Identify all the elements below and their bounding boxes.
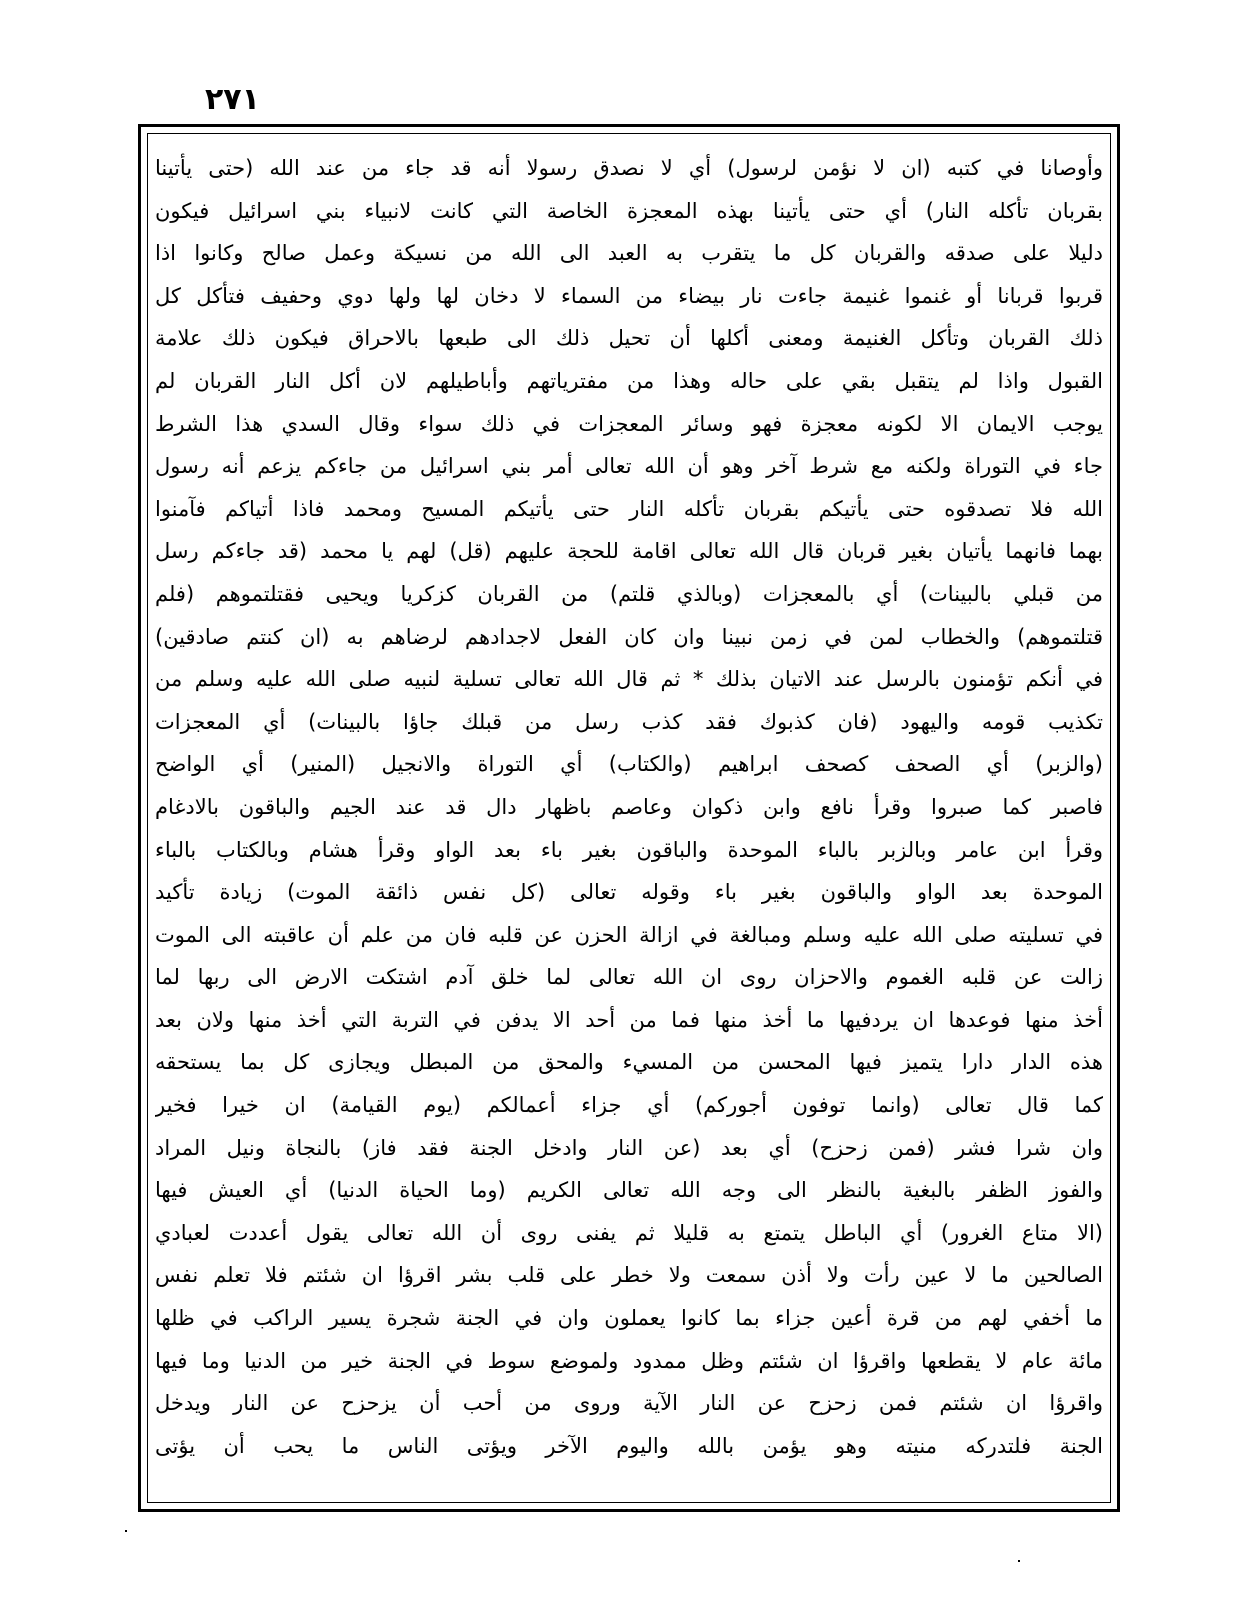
text-line: الجنة فلتدركه منيته وهو يؤمن بالله واليوم الآخر ويؤتى الناس ما يحب أن يؤتى <box>155 1433 1103 1458</box>
text-line: الله فلا تصدقوه حتى يأتيكم بقربان تأكله النار حتى يأتيكم المسيح ومحمد فاذا أتياكم فآمنوا <box>155 496 1103 521</box>
text-line: ما أخفي لهم من قرة أعين جزاء بما كانوا يعملون وان في الجنة شجرة يسير الراكب في ظلها <box>155 1306 1103 1331</box>
text-line: فاصبر كما صبروا وقرأ نافع وابن ذكوان وعاصم باظهار دال قد عند الجيم والباقون بالادغام <box>155 794 1103 819</box>
text-line: جاء في التوراة ولكنه مع شرط آخر وهو أن الله تعالى أمر بني اسرائيل من جاءكم يزعم أنه رسول <box>155 454 1103 479</box>
scan-speck <box>125 1530 127 1532</box>
text-line: يوجب الايمان الا لكونه معجزة فهو وسائر المعجزات في ذلك سواء وقال السدي هذا الشرط <box>155 411 1103 436</box>
text-line: من قبلي بالبينات) أي بالمعجزات (وبالذي قلتم) من القربان كزكريا ويحيى فقتلتموهم (فلم <box>155 581 1103 606</box>
text-line: وقرأ ابن عامر وبالزبر بالباء الموحدة والباقون بغير باء بعد الواو وقرأ هشام وبالكتاب بالباء <box>155 837 1103 862</box>
text-body <box>155 147 1103 1467</box>
text-line: هذه الدار دارا يتميز فيها المحسن من المسيء والمحق من المبطل ويجازى كل بما يستحقه <box>155 1050 1103 1075</box>
text-line: الصالحين ما لا عين رأت ولا أذن سمعت ولا خطر على قلب بشر اقرؤا ان شئتم فلا تعلم نفس <box>155 1263 1103 1288</box>
page-frame <box>138 124 1120 1512</box>
text-line: واقرؤا ان شئتم فمن زحزح عن النار الآية وروى من أحب أن يزحزح عن النار ويدخل <box>155 1391 1103 1416</box>
text-line: (الا متاع الغرور) أي الباطل يتمتع به قليلا ثم يفنى روى أن الله تعالى يقول أعددت لعبادي <box>155 1220 1103 1245</box>
text-line: الموحدة بعد الواو والباقون بغير باء وقوله تعالى (كل نفس ذائقة الموت) زيادة تأكيد <box>155 880 1103 905</box>
text-line: بقربان تأكله النار) أي حتى يأتينا بهذه المعجزة الخاصة التي كانت لانبياء بني اسرائيل فيكون <box>155 198 1103 223</box>
text-line: مائة عام لا يقطعها واقرؤا ان شئتم وظل ممدود ولموضع سوط في الجنة خير من الدنيا وما فيها <box>155 1348 1103 1373</box>
text-line: دليلا على صدقه والقربان كل ما يتقرب به العبد الى الله من نسيكة وعمل صالح وكانوا اذا <box>155 241 1103 266</box>
text-line: زالت عن قلبه الغموم والاحزان روى ان الله تعالى لما خلق آدم اشتكت الارض الى ربها لما <box>155 965 1103 990</box>
text-line: القبول واذا لم يتقبل بقي على حاله وهذا من مفترياتهم وأباطيلهم لان أكل النار القربان لم <box>155 368 1103 393</box>
text-line: أخذ منها فوعدها ان يردفيها ما أخذ منها فما من أحد الا يدفن في التربة التي أخذ منها ولان بعد <box>155 1007 1103 1032</box>
text-line: في أنكم تؤمنون بالرسل عند الاتيان بذلك * ثم قال الله تعالى تسلية لنبيه صلى الله عليه وسلم من <box>155 667 1103 692</box>
text-line: ذلك القربان وتأكل الغنيمة ومعنى أكلها أن تحيل ذلك الى طبعها بالاحراق فيكون ذلك علامة <box>155 326 1103 351</box>
text-line: كما قال تعالى (وانما توفون أجوركم) أي جزاء أعمالكم (يوم القيامة) ان خيرا فخير <box>155 1093 1103 1118</box>
text-line: وان شرا فشر (فمن زحزح) أي بعد (عن النار وادخل الجنة فقد فاز) بالنجاة ونيل المراد <box>155 1135 1103 1160</box>
text-line: والفوز الظفر بالبغية بالنظر الى وجه الله تعالى الكريم (وما الحياة الدنيا) أي العيش فيها <box>155 1178 1103 1203</box>
page-number: ٢٧١ <box>205 82 260 117</box>
text-line: في تسليته صلى الله عليه وسلم ومبالغة في ازالة الحزن عن قلبه فان من علم أن عاقبته الى الموت <box>155 922 1103 947</box>
text-line: (والزبر) أي الصحف كصحف ابراهيم (والكتاب) أي التوراة والانجيل (المنير) أي الواضح <box>155 752 1103 777</box>
text-line: وأوصانا في كتبه (ان لا نؤمن لرسول) أي لا نصدق رسولا أنه قد جاء من عند الله (حتى يأتينا <box>155 156 1103 180</box>
text-line: بهما فانهما يأتيان بغير قربان قال الله تعالى اقامة للحجة عليهم (قل) لهم يا محمد (قد جاءكم رسل <box>155 539 1103 564</box>
scan-speck <box>1018 1560 1020 1562</box>
text-line: تكذيب قومه واليهود (فان كذبوك فقد كذب رسل من قبلك جاؤا بالبينات) أي المعجزات <box>155 709 1103 734</box>
text-line: قربوا قربانا أو غنموا غنيمة جاءت نار بيضاء من السماء لا دخان لها ولها دوي وحفيف فتأكل كل <box>155 283 1103 308</box>
text-line: قتلتموهم) والخطاب لمن في زمن نبينا وان كان الفعل لاجدادهم لرضاهم به (ان كنتم صادقين) <box>155 624 1103 649</box>
